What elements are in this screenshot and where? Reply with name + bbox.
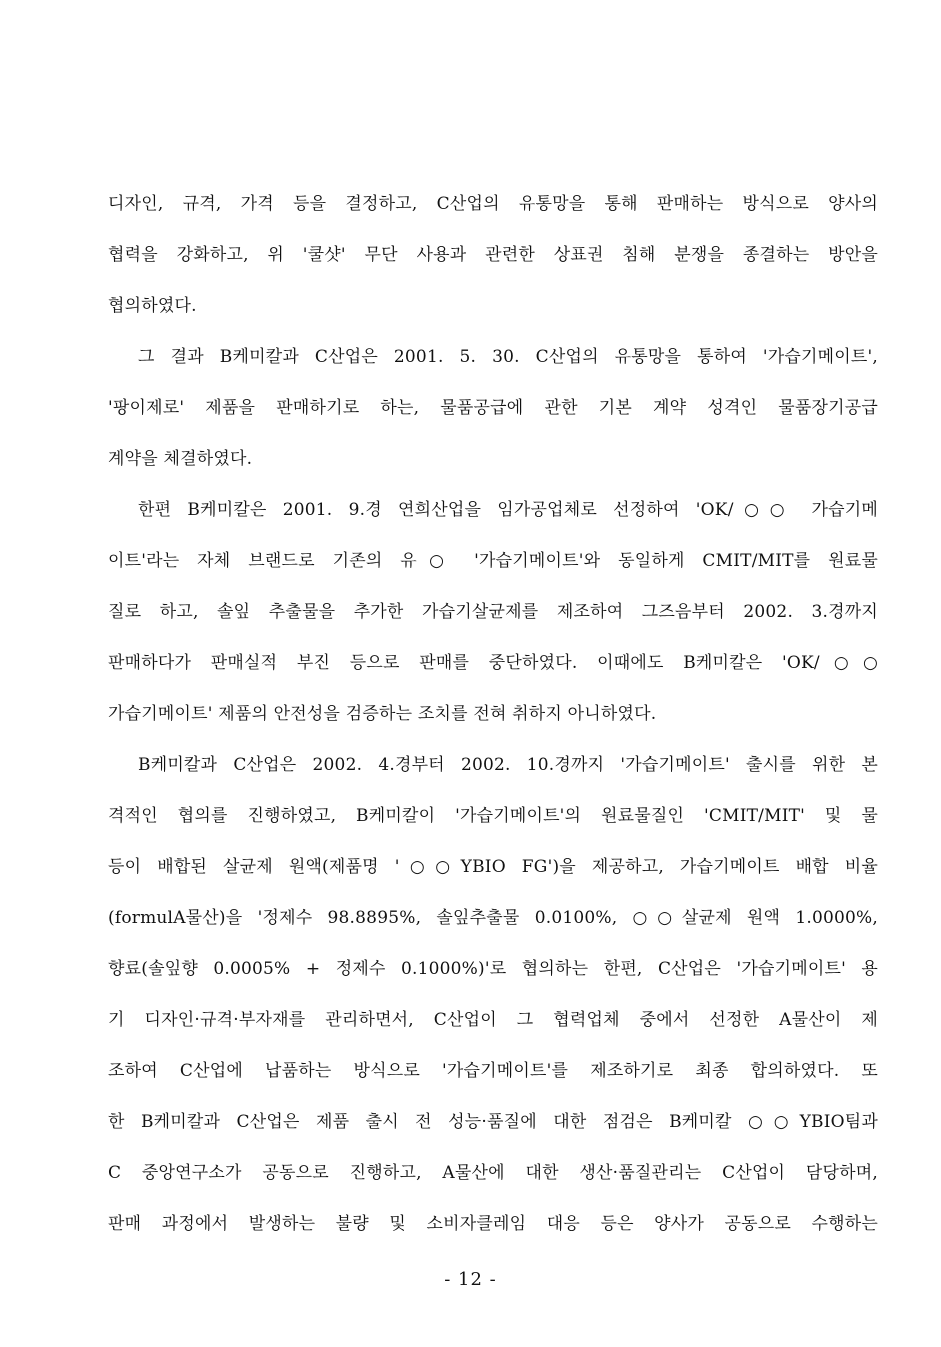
- text-line: 판매 과정에서 발생하는 불량 및 소비자클레임 대응 등은 양사가 공동으로 수행하는: [108, 1214, 878, 1234]
- body-text: [108, 196, 878, 1267]
- text-line: 디자인, 규격, 가격 등을 결정하고, C산업의 유통망을 통해 판매하는 방식으로 양사의: [108, 194, 878, 214]
- text-line: 한 B케미칼과 C산업은 제품 출시 전 성능·품질에 대한 점검은 B케미칼 ○○YBIO팀과: [108, 1112, 878, 1132]
- text-line: 이트'라는 자체 브랜드로 기존의 유○ '가습기메이트'와 동일하게 CMIT/MIT를 원료물: [108, 551, 878, 571]
- text-line: B케미칼과 C산업은 2002. 4.경부터 2002. 10.경까지 '가습기메이트' 출시를 위한 본: [138, 755, 878, 775]
- text-line: 등이 배합된 살균제 원액(제품명 '○○YBIO FG')을 제공하고, 가습기메이트 배합 비율: [108, 857, 878, 877]
- text-line: 판매하다가 판매실적 부진 등으로 판매를 중단하였다. 이때에도 B케미칼은 'OK/○○: [108, 653, 878, 673]
- text-line: '팡이제로' 제품을 판매하기로 하는, 물품공급에 관한 기본 계약 성격인 물품장기공급: [108, 398, 878, 418]
- text-line: 협력을 강화하고, 위 '쿨샷' 무단 사용과 관련한 상표권 침해 분쟁을 종결하는 방안을: [108, 245, 878, 265]
- text-line: 조하여 C산업에 납품하는 방식으로 '가습기메이트'를 제조하기로 최종 합의하였다. 또: [108, 1061, 878, 1081]
- text-line: 한편 B케미칼은 2001. 9.경 연희산업을 임가공업체로 선정하여 'OK/○○ 가습기메: [138, 500, 878, 520]
- text-line: 그 결과 B케미칼과 C산업은 2001. 5. 30. C산업의 유통망을 통하여 '가습기메이트',: [138, 347, 878, 367]
- text-line: 협의하였다.: [108, 296, 197, 316]
- text-line: C 중앙연구소가 공동으로 진행하고, A물산에 대한 생산·품질관리는 C산업이 담당하며,: [108, 1163, 878, 1183]
- text-line: 격적인 협의를 진행하였고, B케미칼이 '가습기메이트'의 원료물질인 'CMIT/MIT' 및 물: [108, 806, 878, 826]
- text-line: 향료(솔잎향 0.0005% + 정제수 0.1000%)'로 협의하는 한편, C산업은 '가습기메이트' 용: [108, 959, 878, 979]
- text-line: 가습기메이트' 제품의 안전성을 검증하는 조치를 전혀 취하지 아니하였다.: [108, 704, 657, 724]
- page-number: - 12 -: [444, 1269, 497, 1290]
- text-line: (formulA물산)을 '정제수 98.8895%, 솔잎추출물 0.0100%, ○○살균제 원액 1.0000%,: [108, 908, 878, 928]
- text-line: 질로 하고, 솔잎 추출물을 추가한 가습기살균제를 제조하여 그즈음부터 2002. 3.경까지: [108, 602, 878, 622]
- text-line: 계약을 체결하였다.: [108, 449, 253, 469]
- text-line: 기 디자인·규격·부자재를 관리하면서, C산업이 그 협력업체 중에서 선정한 A물산이 제: [108, 1010, 878, 1030]
